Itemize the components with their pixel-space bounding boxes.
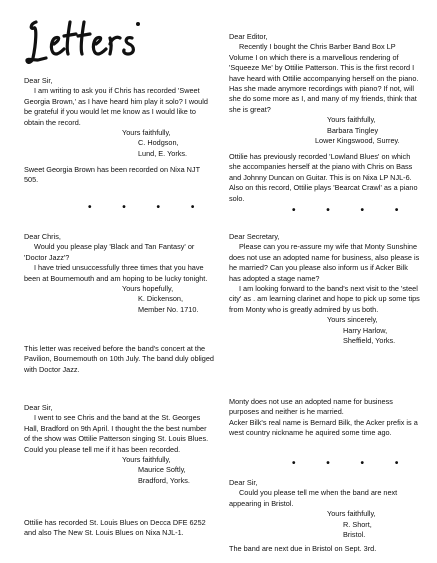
signatory-place: Bristol. — [343, 530, 366, 540]
signatory-place: Bradford, Yorks. — [138, 475, 190, 485]
letter-body-2: I am looking forward to the band's next visit to the 'steel city' as . am learning clarinet and hope to pick up some tips from Monty who is greatly admired by us both. — [229, 284, 420, 314]
sign-off: Yours faithfully, — [327, 509, 376, 519]
sign-off: Yours faithfully, — [122, 455, 171, 465]
signatory-name: Maurice Softly, — [138, 465, 186, 475]
letters-logo — [24, 14, 144, 72]
letter-body: Would you please play 'Black and Tan Fantasy' or 'Doctor Jazz'? — [24, 242, 195, 262]
salutation: Dear Chris, — [24, 232, 61, 241]
sign-off: Yours faithfully, — [327, 115, 376, 125]
salutation: Dear Sir, — [24, 76, 53, 85]
signatory-name: Barbara Tingley — [327, 125, 379, 135]
reply-short — [229, 544, 421, 554]
salutation: Dear Sir, — [229, 478, 258, 487]
letter-body: Could you please tell me when the band are next appearing in Bristol. — [229, 488, 398, 508]
reply-hodgson — [24, 165, 214, 186]
letter-body: I am writing to ask you if Chris has recorded 'Sweet Georgia Brown,' as I have heard him play it solo? I would be grateful if you would let me know as I would like to obtain the record. — [24, 86, 208, 127]
sign-off: Yours faithfully, — [122, 128, 171, 138]
sign-off: Yours sincerely, — [327, 315, 378, 325]
editor-reply: Monty does not use an adopted name for business purposes and neither is he married. — [229, 397, 393, 417]
letter-tingley — [229, 32, 421, 146]
letter-hodgson — [24, 76, 214, 159]
separator: • • • • — [88, 202, 209, 213]
signatory-place: Lower Kingswood, Surrey. — [315, 136, 400, 146]
signatory-name: C. Hodgson, — [138, 138, 179, 148]
salutation: Dear Secretary, — [229, 232, 280, 241]
separator: • • • • — [292, 205, 413, 216]
signatory-name: R. Short, — [343, 519, 372, 529]
letters-heading — [24, 14, 144, 72]
signatory-name: Harry Harlow, — [343, 325, 388, 335]
letter-body-2: I have tried unsuccessfully three times that you have been at Bournemouth and am hoping to be lucky tonight. — [24, 263, 208, 283]
signatory-place: Lund, E. Yorks. — [138, 148, 188, 158]
reply-dickenson — [24, 344, 214, 375]
editor-reply: The band are next due in Bristol on Sept. 3rd. — [229, 544, 377, 553]
signatory-place: Member No. 1710. — [138, 304, 199, 314]
signatory-name: K. Dickenson, — [138, 294, 184, 304]
separator: • • • • — [292, 458, 413, 469]
salutation: Dear Sir, — [24, 403, 53, 412]
letter-body: Recently I bought the Chris Barber Band Box LP Volume I on which there is a marvellous rendering of 'Squeeze Me' by Ottilie Patterson. This is the first record I have heard with Ottilie accompanying herself on the piano. Has she made anymore recordings with piano? If not, will she do some more as I, and many of my friends, think that she is great? — [229, 42, 419, 114]
letter-body: I went to see Chris and the band at the St. Georges Hall, Bradford on 9th April. I thought the the best number of the show was Ottilie Patterson singing St. Louis Blues. Could you please tell me if it has been recorded. — [24, 413, 209, 454]
reply-softly — [24, 518, 214, 539]
reply-harlow — [229, 397, 421, 439]
letter-softly — [24, 403, 214, 486]
letter-short — [229, 478, 421, 540]
signatory-place: Sheffield, Yorks. — [343, 336, 396, 346]
editor-reply: Ottilie has recorded St. Louis Blues on Decca DFE 6252 and also The New St. Louis Blues on Nixa NJL-1. — [24, 518, 206, 538]
editor-reply: Sweet Georgia Brown has been recorded on Nixa NJT 505. — [24, 165, 200, 185]
salutation: Dear Editor, — [229, 32, 268, 41]
sign-off: Yours hopefully, — [122, 284, 174, 294]
letter-dickenson — [24, 232, 214, 315]
editor-reply: This letter was received before the band's concert at the Pavilion, Bournemouth on 10th July. The band duly obliged with Doctor Jazz. — [24, 344, 214, 374]
letter-body: Please can you re-assure my wife that Monty Sunshine does not use an adopted name for business, also please is he married? Can you please also inform us if Acker Bilk has adopted a stage name? — [229, 242, 420, 283]
letter-harlow — [229, 232, 421, 346]
editor-reply: Ottilie has previously recorded 'Lowland Blues' on which she accompanies herself at the piano with Chris on Bass and Johnny Duncan on Guitar. This is on Nixa LP NJL-6. Also on this record, Ottilie plays 'Bearcat Crawl' as a piano solo. — [229, 152, 418, 203]
editor-reply-2: Acker Bilk's real name is Bernard Bilk, the Acker prefix is a west country nickname he aquired some time ago. — [229, 417, 418, 438]
reply-tingley — [229, 152, 421, 204]
